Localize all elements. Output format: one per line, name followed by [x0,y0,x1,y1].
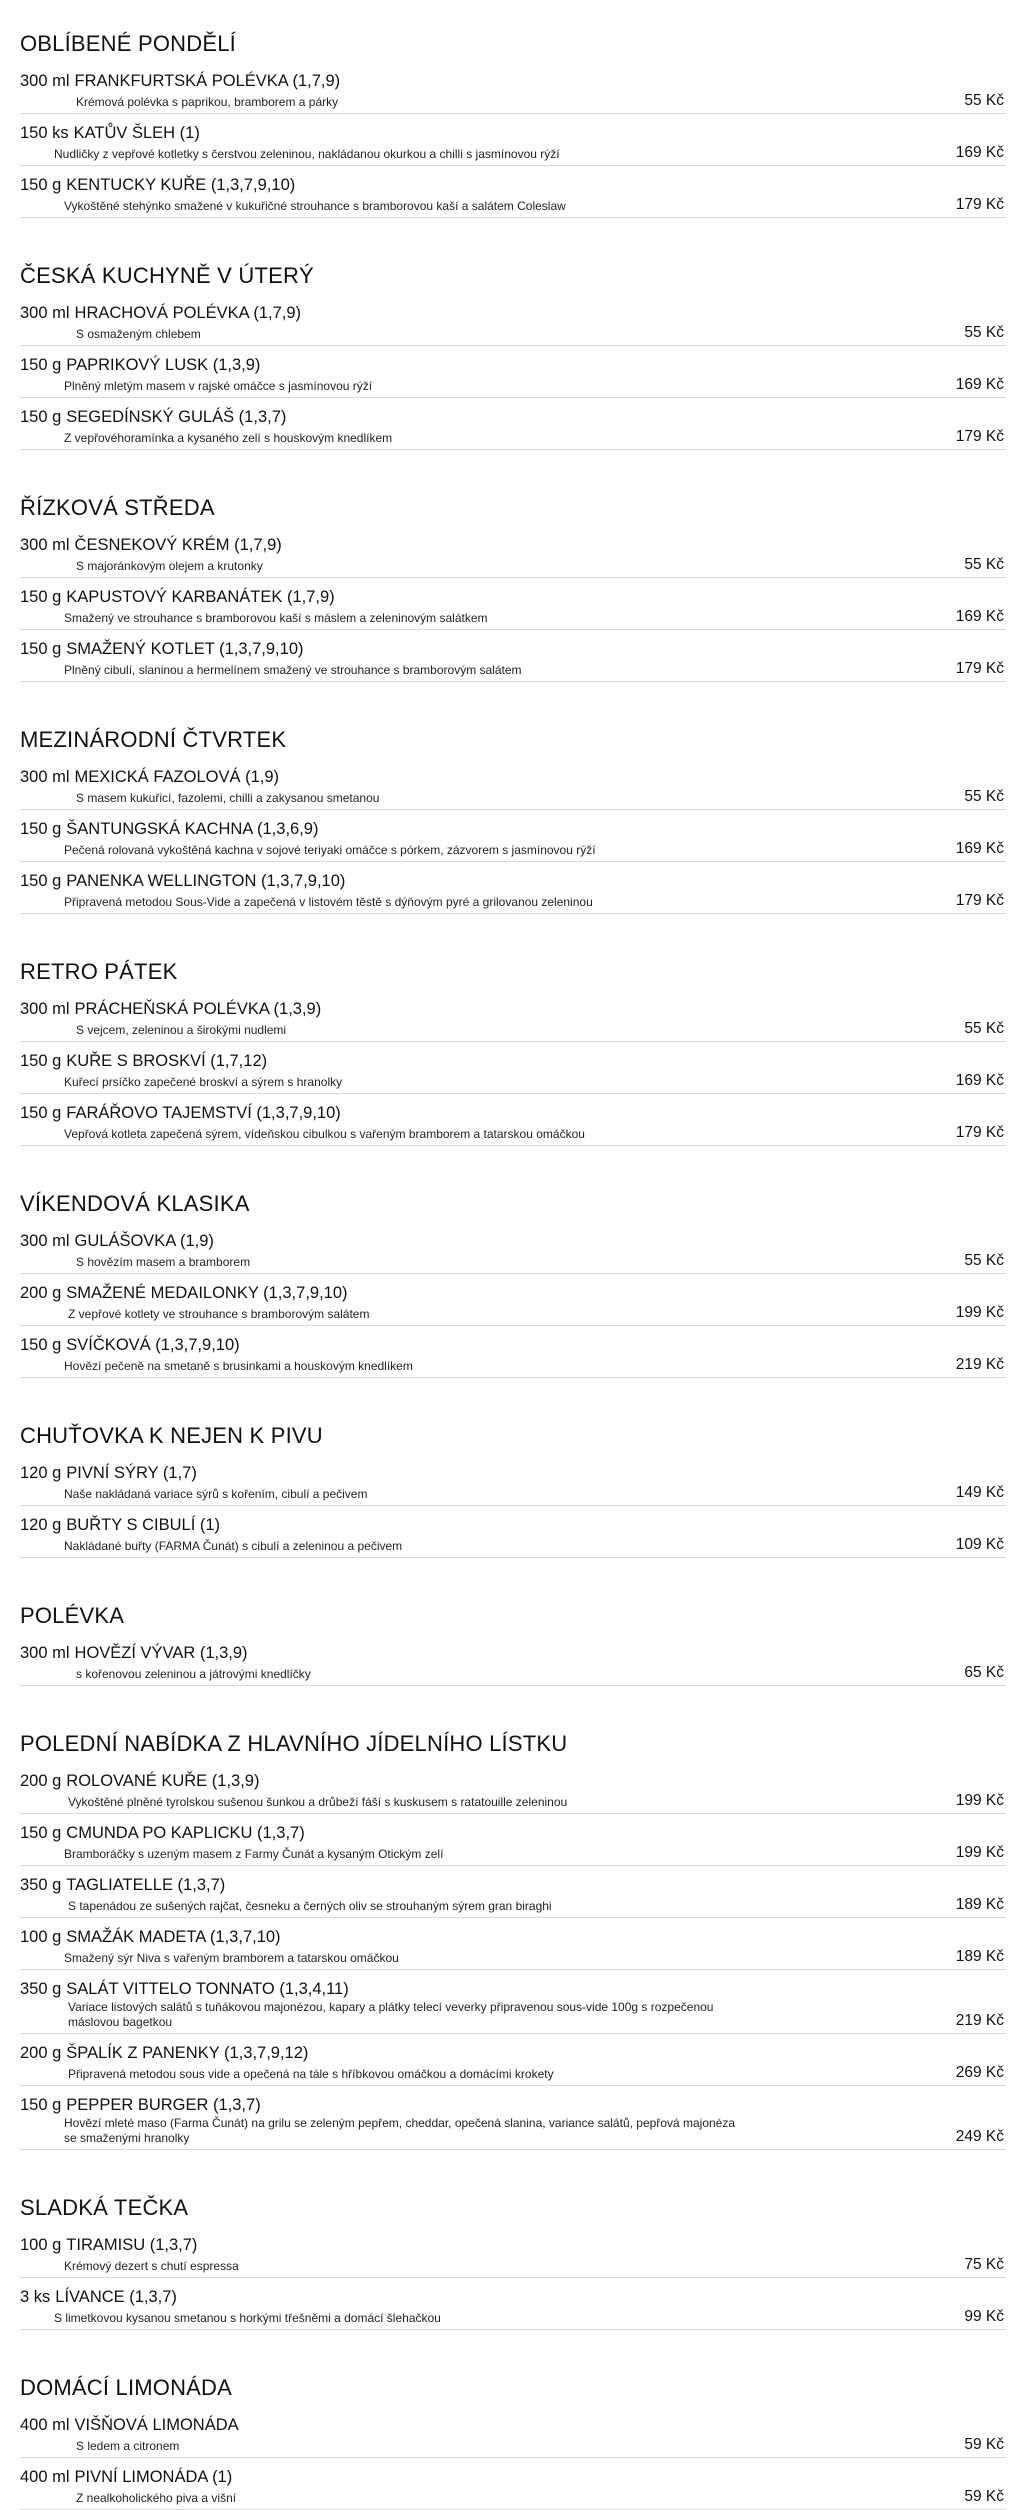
menu-section [20,2374,1006,2510]
menu-section [20,726,1006,914]
item-description: Vykoštěné stehýnko smažené v kukuřičné strouhance s bramborovou kaší a salátem Coleslaw [64,199,566,213]
item-heading [20,1102,1006,1124]
item-heading [20,174,1006,196]
item-description: S osmaženým chlebem [76,327,201,341]
section-title: ŘÍZKOVÁ STŘEDA [20,495,215,520]
item-name: PANENKA WELLINGTON (1,3,7,9,10) [66,872,346,890]
item-quantity: 200 g [20,1284,62,1302]
item-price: 179 Kč [955,660,1004,677]
menu-item [20,1332,1006,1378]
item-heading [20,534,1006,556]
item-price: 199 Kč [955,1304,1004,1321]
item-quantity: 200 g [20,1772,62,1790]
item-name: KATŮV ŠLEH (1) [73,124,200,142]
item-price: 55 Kč [964,324,1004,341]
item-quantity: 300 ml [20,72,70,90]
menu-item [20,352,1006,398]
menu-item [20,120,1006,166]
item-heading [20,766,1006,788]
item-price: 199 Kč [955,1792,1004,1809]
section-title: POLÉVKA [20,1603,125,1628]
item-heading [20,1462,1006,1484]
item-description: Připravená metodou sous vide a opečená na tále s hříbkovou omáčkou a domácími krokety [68,2067,554,2081]
menu-item [20,300,1006,346]
item-price: 189 Kč [955,1948,1004,1965]
section-title: RETRO PÁTEK [20,959,178,984]
item-name: VIŠŇOVÁ LIMONÁDA [74,2416,239,2434]
item-description: Z nealkoholického piva a višní [76,2491,237,2505]
item-heading [20,1230,1006,1252]
menu-section [20,2194,1006,2330]
section-title: POLEDNÍ NABÍDKA Z HLAVNÍHO JÍDELNÍHO LÍSTKU [20,1731,568,1756]
item-quantity: 300 ml [20,1000,70,1018]
menu-item [20,1048,1006,1094]
item-heading [20,354,1006,376]
menu-item [20,1280,1006,1326]
item-description: Vykoštěné plněné tyrolskou sušenou šunkou a drůbeží fáší s kuskusem s ratatouille zeleninou [68,1795,568,1809]
item-price: 219 Kč [955,1356,1004,1373]
item-heading [20,122,1006,144]
menu-item [20,584,1006,630]
item-description: Smažený ve strouhance s bramborovou kaší s máslem a zeleninovým salátkem [64,611,488,625]
item-description: Bramboráčky s uzeným masem z Farmy Čunát a kysaným Otickým zelí [64,1847,444,1861]
item-name: GULÁŠOVKA (1,9) [74,1232,214,1250]
menu-item [20,532,1006,578]
section-title: CHUŤOVKA K NEJEN K PIVU [20,1423,323,1448]
section-title: DOMÁCÍ LIMONÁDA [20,2375,233,2400]
item-quantity: 150 g [20,1336,62,1354]
item-name: LÍVANCE (1,3,7) [55,2288,177,2306]
item-quantity: 100 g [20,1928,62,1946]
menu-item [20,2412,1006,2458]
item-heading [20,870,1006,892]
item-quantity: 150 g [20,356,62,374]
item-quantity: 150 g [20,872,62,890]
item-description: Krémový dezert s chutí espressa [64,2259,239,2273]
item-name: HOVĚZÍ VÝVAR (1,3,9) [74,1644,248,1662]
item-quantity: 150 g [20,640,62,658]
item-price: 189 Kč [955,1896,1004,1913]
item-heading [20,1822,1006,1844]
item-price: 169 Kč [955,608,1004,625]
menu-item [20,816,1006,862]
item-quantity: 300 ml [20,1232,70,1250]
item-price: 169 Kč [955,840,1004,857]
item-price: 55 Kč [964,1020,1004,1037]
item-price: 55 Kč [964,92,1004,109]
item-heading [20,2234,1006,2256]
item-description: S majoránkovým olejem a krutonky [76,559,263,573]
item-name: FRANKFURTSKÁ POLÉVKA (1,7,9) [74,72,341,90]
item-heading [20,1334,1006,1356]
item-name: CMUNDA PO KAPLICKU (1,3,7) [66,1824,305,1842]
menu-item [20,1640,1006,1686]
item-price: 179 Kč [955,892,1004,909]
item-price: 169 Kč [955,144,1004,161]
item-name: ROLOVANÉ KUŘE (1,3,9) [66,1772,260,1790]
item-quantity: 400 ml [20,2468,70,2486]
menu-item [20,1100,1006,1146]
item-heading [20,1978,1006,2000]
item-quantity: 150 g [20,1104,62,1122]
item-name: SMAŽENÉ MEDAILONKY (1,3,7,9,10) [66,1284,348,1302]
menu-item [20,2284,1006,2330]
item-heading [20,2286,1006,2308]
item-price: 65 Kč [964,1664,1004,1681]
item-quantity: 300 ml [20,304,70,322]
item-heading [20,638,1006,660]
item-quantity: 300 ml [20,1644,70,1662]
section-title: SLADKÁ TEČKA [20,2195,189,2220]
item-price: 199 Kč [955,1844,1004,1861]
item-name: BUŘTY S CIBULÍ (1) [66,1516,221,1534]
item-description: Připravená metodou Sous-Vide a zapečená v listovém těstě s dýňovým pyré a grilovanou zeleninou [64,895,593,909]
item-price: 169 Kč [955,1072,1004,1089]
item-heading [20,818,1006,840]
item-heading [20,1050,1006,1072]
item-price: 99 Kč [964,2308,1004,2325]
item-description: Z vepřovéhoramínka a kysaného zelí s houskovým knedlíkem [64,431,393,445]
item-heading [20,1926,1006,1948]
menu-section [20,494,1006,682]
menu-item [20,172,1006,218]
item-description: Plněný cibulí, slaninou a hermelínem smažený ve strouhance s bramborovým salátem [64,663,522,677]
item-heading [20,2094,1006,2116]
item-price: 59 Kč [964,2488,1004,2505]
item-name: TIRAMISU (1,3,7) [66,2236,198,2254]
item-description: S hovězím masem a bramborem [76,1255,251,1269]
item-price: 59 Kč [964,2436,1004,2453]
menu-section [20,262,1006,450]
item-price: 249 Kč [955,2128,1004,2145]
menu-item [20,996,1006,1042]
menu-section [20,1730,1006,2150]
item-name: ŠANTUNGSKÁ KACHNA (1,3,6,9) [66,820,319,838]
item-quantity: 150 g [20,408,62,426]
item-name: ČESNEKOVÝ KRÉM (1,7,9) [74,536,282,554]
item-description: Plněný mletým masem v rajské omáčce s jasmínovou rýží [64,379,373,393]
item-name: PRÁCHEŇSKÁ POLÉVKA (1,3,9) [74,1000,322,1018]
menu-item [20,68,1006,114]
menu-section [20,30,1006,218]
menu-section [20,1602,1006,1686]
menu-item [20,764,1006,810]
item-name: HRACHOVÁ POLÉVKA (1,7,9) [74,304,302,322]
item-heading [20,406,1006,428]
item-name: SVÍČKOVÁ (1,3,7,9,10) [66,1336,240,1354]
item-price: 179 Kč [955,428,1004,445]
item-heading [20,2042,1006,2064]
menu-item [20,1768,1006,1814]
item-description: S masem kukuřicí, fazolemi, chilli a zakysanou smetanou [76,791,380,805]
item-quantity: 150 g [20,588,62,606]
item-quantity: 120 g [20,1464,62,1482]
item-name: KENTUCKY KUŘE (1,3,7,9,10) [66,176,296,194]
item-name: SEGEDÍNSKÝ GULÁŠ (1,3,7) [66,408,287,426]
item-name: SALÁT VITTELO TONNATO (1,3,4,11) [66,1980,349,1998]
item-heading [20,70,1006,92]
item-price: 219 Kč [955,2012,1004,2029]
item-price: 75 Kč [964,2256,1004,2273]
item-quantity: 150 g [20,176,62,194]
item-name: PEPPER BURGER (1,3,7) [66,2096,261,2114]
menu-item [20,1512,1006,1558]
item-quantity: 150 g [20,2096,62,2114]
item-heading [20,2466,1006,2488]
menu-item [20,1976,1006,2034]
item-price: 169 Kč [955,376,1004,393]
item-price: 149 Kč [955,1484,1004,1501]
item-quantity: 150 g [20,1052,62,1070]
item-price: 55 Kč [964,1252,1004,1269]
menu-item [20,404,1006,450]
item-description: S ledem a citronem [76,2439,180,2453]
item-description: Z vepřové kotlety ve strouhance s bramborovým salátem [68,1307,370,1321]
item-quantity: 350 g [20,1876,62,1894]
item-description: S tapenádou ze sušených rajčat, česneku a černých oliv se strouhaným sýrem gran biraghi [68,1899,552,1913]
item-name: ŠPALÍK Z PANENKY (1,3,7,9,12) [66,2044,309,2062]
item-quantity: 150 g [20,820,62,838]
item-quantity: 350 g [20,1980,62,1998]
menu-item [20,2232,1006,2278]
menu-item [20,636,1006,682]
item-name: SMAŽÁK MADETA (1,3,7,10) [66,1928,281,1946]
item-description: Kuřecí prsíčko zapečené broskví a sýrem s hranolky [64,1075,343,1089]
item-quantity: 200 g [20,2044,62,2062]
item-description: Naše nakládaná variace sýrů s kořením, cibulí a pečivem [64,1487,368,1501]
menu-item [20,2092,1006,2150]
menu-item [20,1924,1006,1970]
item-price: 179 Kč [955,196,1004,213]
item-heading [20,1642,1006,1664]
menu-item [20,1228,1006,1274]
item-heading [20,998,1006,1020]
section-title: VÍKENDOVÁ KLASIKA [20,1191,250,1216]
item-heading [20,1514,1006,1536]
item-name: PIVNÍ LIMONÁDA (1) [74,2468,233,2486]
item-quantity: 300 ml [20,768,70,786]
item-description: S limetkovou kysanou smetanou s horkými třešněmi a domácí šlehačkou [54,2311,441,2325]
item-description: Vepřová kotleta zapečená sýrem, vídeňskou cibulkou s vařeným bramborem a tatarskou omáčkou [64,1127,585,1141]
item-name: PIVNÍ SÝRY (1,7) [66,1464,197,1482]
item-quantity: 150 ks [20,124,69,142]
menu-section [20,1190,1006,1378]
item-description: S vejcem, zeleninou a širokými nudlemi [76,1023,287,1037]
item-quantity: 120 g [20,1516,62,1534]
item-description: Nakládané buřty (FARMA Čunát) s cibulí a zeleninou a pečivem [64,1539,403,1553]
item-quantity: 400 ml [20,2416,70,2434]
item-name: KUŘE S BROSKVÍ (1,7,12) [66,1052,268,1070]
menu-item [20,2464,1006,2510]
item-heading [20,302,1006,324]
item-price: 55 Kč [964,556,1004,573]
menu-item [20,1872,1006,1918]
item-name: PAPRIKOVÝ LUSK (1,3,9) [66,356,261,374]
menu-section [20,958,1006,1146]
item-description: Smažený sýr Niva s vařeným bramborem a tatarskou omáčkou [64,1951,399,1965]
item-price: 109 Kč [955,1536,1004,1553]
item-price: 179 Kč [955,1124,1004,1141]
item-quantity: 150 g [20,1824,62,1842]
item-name: SMAŽENÝ KOTLET (1,3,7,9,10) [66,640,304,658]
menu-item [20,1460,1006,1506]
item-description: Pečená rolovaná vykoštěná kachna v sojové teriyaki omáčce s pórkem, zázvorem s jasmínovou rýží [64,843,596,857]
item-description: Hovězí mleté maso (Farma Čunát) na grilu se zeleným pepřem, cheddar, opečená slanina, variance salátů, pepřová majonéza se smaženými hranolky [64,2116,736,2145]
item-heading [20,1282,1006,1304]
item-heading [20,1874,1006,1896]
section-title: ČESKÁ KUCHYNĚ V ÚTERÝ [20,263,314,288]
item-name: FARÁŘOVO TAJEMSTVÍ (1,3,7,9,10) [66,1104,341,1122]
item-quantity: 3 ks [20,2288,51,2306]
item-heading [20,2414,1006,2436]
item-description: Krémová polévka s paprikou, bramborem a párky [76,95,339,109]
item-description: s kořenovou zeleninou a játrovými knedlíčky [76,1667,311,1681]
menu-section [20,1422,1006,1558]
menu-item [20,2040,1006,2086]
section-title: MEZINÁRODNÍ ČTVRTEK [20,727,287,752]
section-title: OBLÍBENÉ PONDĚLÍ [20,31,236,56]
item-price: 269 Kč [955,2064,1004,2081]
item-name: MEXICKÁ FAZOLOVÁ (1,9) [74,768,280,786]
menu-item [20,868,1006,914]
item-description: Nudličky z vepřové kotletky s čerstvou zeleninou, nakládanou okurkou a chilli s jasmínovou rýží [54,147,560,161]
item-description: Hovězí pečeně na smetaně s brusinkami a houskovým knedlíkem [64,1359,413,1373]
item-name: KAPUSTOVÝ KARBANÁTEK (1,7,9) [66,588,335,606]
item-price: 55 Kč [964,788,1004,805]
item-quantity: 100 g [20,2236,62,2254]
item-heading [20,1770,1006,1792]
menu-item [20,1820,1006,1866]
item-description: Variace listových salátů s tuňákovou majonézou, kapary a plátky telecí veverky připravenou sous-vide 100g s rozpečenou máslovou bagetkou [68,2000,714,2029]
item-heading [20,586,1006,608]
item-quantity: 300 ml [20,536,70,554]
item-name: TAGLIATELLE (1,3,7) [66,1876,226,1894]
